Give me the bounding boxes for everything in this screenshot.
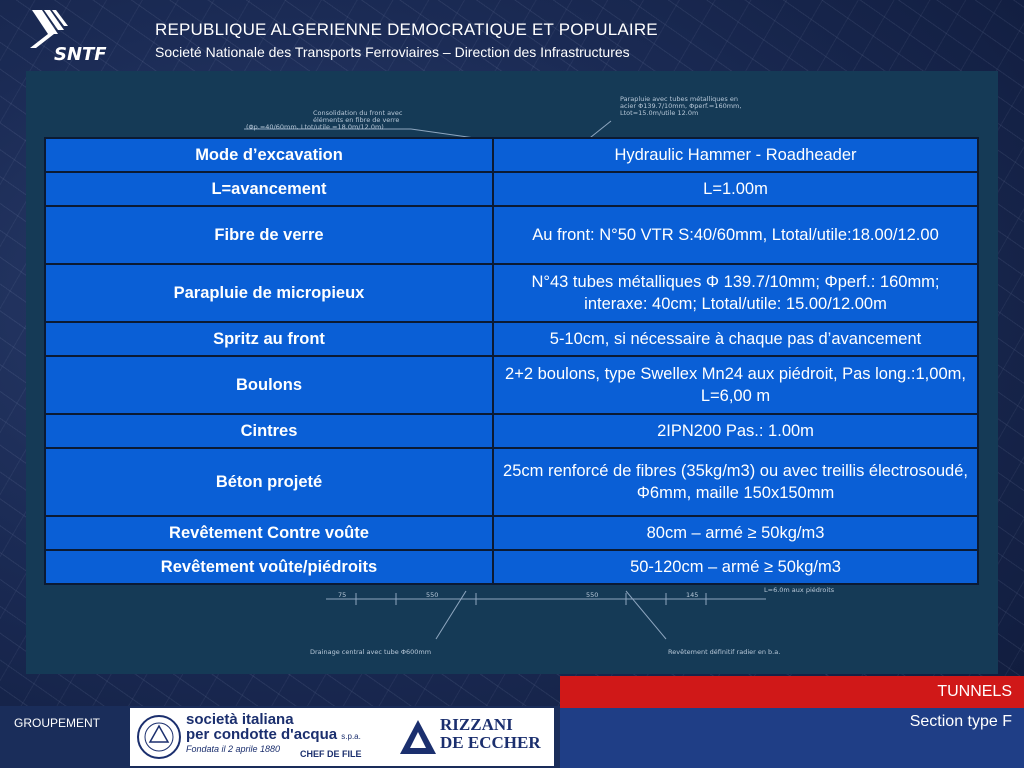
note-front-line-3: (Φp.=40/60mm, Ltot/utile =18.0m/12.0m) <box>246 123 384 131</box>
chef-de-file-label: CHEF DE FILE <box>300 749 362 759</box>
row-label: Cintres <box>45 414 493 448</box>
note-front-line-1: Consolidation du front avec <box>313 109 403 117</box>
rizzani-name-line-2: DE ECCHER <box>440 733 541 752</box>
row-value: 80cm – armé ≥ 50kg/m3 <box>493 516 978 550</box>
row-value: Au front: N°50 VTR S:40/60mm, Ltotal/utile:18.00/12.00 <box>493 206 978 264</box>
condotte-name-line-1: società italiana <box>186 711 294 728</box>
row-label: Spritz au front <box>45 322 493 356</box>
note-lining: Revêtement définitif radier en b.a. <box>668 648 781 656</box>
row-value: 25cm renforcé de fibres (35kg/m3) ou avec treillis électrosoudé, Φ6mm, maille 150x150mm <box>493 448 978 516</box>
header <box>0 0 1024 72</box>
note-umbrella-line-3: Ltot=15.0m/utile 12.0m <box>620 109 699 117</box>
note-umbrella-line-1: Parapluie avec tubes métalliques en <box>620 95 738 103</box>
row-value: 2+2 boulons, type Swellex Mn24 aux piédroit, Pas long.:1,00m, L=6,00 m <box>493 356 978 414</box>
header-subtitle: Societé Nationale des Transports Ferroviaires – Direction des Infrastructures <box>155 44 630 60</box>
row-label: Revêtement voûte/piédroits <box>45 550 493 584</box>
note-front-line-2: éléments en fibre de verre <box>313 116 400 124</box>
table-row <box>45 172 978 206</box>
row-label: Boulons <box>45 356 493 414</box>
condotte-spa: s.p.a. <box>341 732 361 741</box>
row-label: Mode d’excavation <box>45 138 493 172</box>
partners-logo-strip <box>130 708 554 766</box>
footer-groupement-label: GROUPEMENT <box>14 716 101 730</box>
row-value: N°43 tubes métalliques Φ 139.7/10mm; Φperf.: 160mm; interaxe: 40cm; Ltotal/utile: 15.00/12.00m <box>493 264 978 322</box>
rizzani-name-line-1: RIZZANI <box>440 715 513 734</box>
note-bolts: L=6.0m aux piédroits <box>764 586 835 594</box>
table-row <box>45 356 978 414</box>
condotte-seal-logo <box>136 712 182 762</box>
dim-550-right: 550 <box>586 591 599 599</box>
sntf-logo-text: SNTF <box>54 44 107 64</box>
table-row <box>45 138 978 172</box>
header-title: REPUBLIQUE ALGERIENNE DEMOCRATIQUE ET POPULAIRE <box>155 20 658 39</box>
row-label: Revêtement Contre voûte <box>45 516 493 550</box>
row-value: 5-10cm, si nécessaire à chaque pas d’avancement <box>493 322 978 356</box>
table-row <box>45 550 978 584</box>
note-umbrella-line-2: acier Φ139.7/10mm, Φperf.=160mm, <box>620 102 742 110</box>
dim-75: 75 <box>338 591 347 599</box>
row-label: Fibre de verre <box>45 206 493 264</box>
table-row <box>45 322 978 356</box>
row-label: Béton projeté <box>45 448 493 516</box>
table-row <box>45 206 978 264</box>
table-row <box>45 516 978 550</box>
row-label: L=avancement <box>45 172 493 206</box>
rizzani-logo-text <box>440 716 541 752</box>
condotte-logo-text <box>186 712 361 744</box>
row-value: L=1.00m <box>493 172 978 206</box>
condotte-name-line-2: per condotte d'acqua <box>186 726 338 743</box>
footer-section-label: Section type F <box>909 713 1012 730</box>
condotte-founded: Fondata il 2 aprile 1880 <box>186 744 281 754</box>
sntf-logo <box>28 8 128 64</box>
row-label: Parapluie de micropieux <box>45 264 493 322</box>
dim-550-left: 550 <box>426 591 439 599</box>
table-row <box>45 264 978 322</box>
dim-145: 145 <box>686 591 699 599</box>
row-value: Hydraulic Hammer - Roadheader <box>493 138 978 172</box>
note-drainage: Drainage central avec tube Φ600mm <box>310 648 432 656</box>
row-value: 2IPN200 Pas.: 1.00m <box>493 414 978 448</box>
rizzani-triangle-logo <box>398 718 438 756</box>
footer-tunnels-label: TUNNELS <box>937 683 1012 700</box>
table-row <box>45 414 978 448</box>
table-row <box>45 448 978 516</box>
row-value: 50-120cm – armé ≥ 50kg/m3 <box>493 550 978 584</box>
specification-table <box>44 137 979 585</box>
